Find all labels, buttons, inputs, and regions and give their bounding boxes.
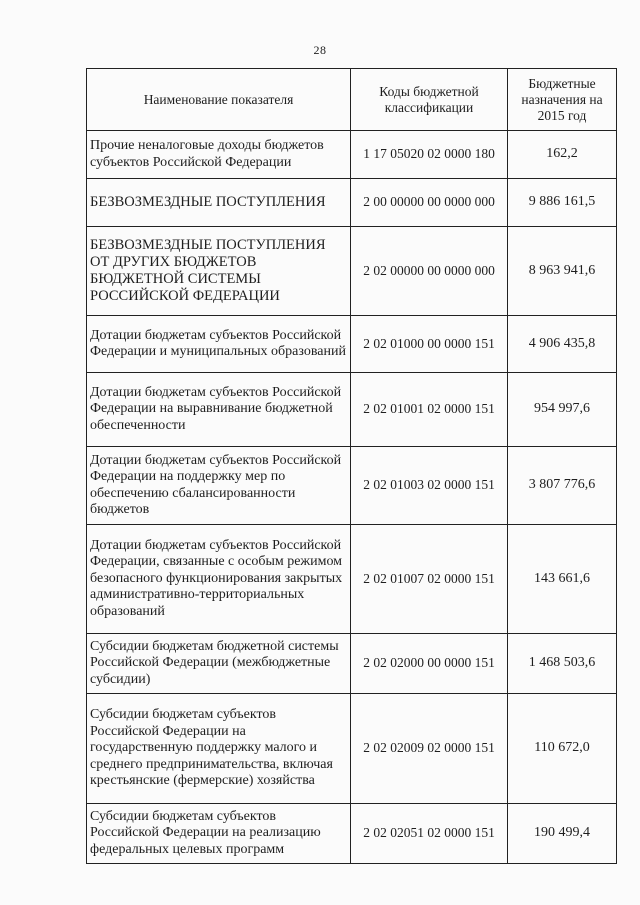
table-row [87, 694, 617, 804]
row-name: Субсидии бюджетам бюджетной системы Российской Федерации (межбюджетные субсидии) [87, 634, 351, 694]
row-code: 2 00 00000 00 0000 000 [351, 179, 508, 227]
row-name: БЕЗВОЗМЕЗДНЫЕ ПОСТУПЛЕНИЯ ОТ ДРУГИХ БЮДЖЕТОВ БЮДЖЕТНОЙ СИСТЕМЫ РОССИЙСКОЙ ФЕДЕРАЦИИ [87, 227, 351, 316]
header-name: Наименование показателя [87, 69, 351, 131]
table-row [87, 634, 617, 694]
row-name: Дотации бюджетам субъектов Российской Федерации на выравнивание бюджетной обеспеченности [87, 373, 351, 447]
row-value: 1 468 503,6 [508, 634, 617, 694]
row-value: 3 807 776,6 [508, 447, 617, 525]
row-code: 2 02 01001 02 0000 151 [351, 373, 508, 447]
row-code: 2 02 00000 00 0000 000 [351, 227, 508, 316]
row-name: Прочие неналоговые доходы бюджетов субъектов Российской Федерации [87, 131, 351, 179]
row-name: Дотации бюджетам субъектов Российской Федерации и муниципальных образований [87, 316, 351, 373]
table-row [87, 447, 617, 525]
row-value: 162,2 [508, 131, 617, 179]
table-row [87, 131, 617, 179]
row-code: 2 02 01007 02 0000 151 [351, 525, 508, 634]
row-value: 954 997,6 [508, 373, 617, 447]
page-number: 28 [313, 43, 327, 57]
row-name: Дотации бюджетам субъектов Российской Федерации на поддержку мер по обеспечению сбалансированности бюджетов [87, 447, 351, 525]
row-code: 2 02 02051 02 0000 151 [351, 804, 508, 864]
table-row [87, 316, 617, 373]
table-row [87, 525, 617, 634]
table-row [87, 227, 617, 316]
table-row [87, 179, 617, 227]
row-value: 190 499,4 [508, 804, 617, 864]
budget-table [86, 68, 617, 864]
row-value: 143 661,6 [508, 525, 617, 634]
row-name: Дотации бюджетам субъектов Российской Федерации, связанные с особым режимом безопасного функционирования закрытых административно-территориальных образований [87, 525, 351, 634]
header-value: Бюджетные назначения на 2015 год [508, 69, 617, 131]
row-name: Субсидии бюджетам субъектов Российской Федерации на государственную поддержку малого и среднего предпринимательства, включая крестьянские (фермерские) хозяйства [87, 694, 351, 804]
table-row [87, 804, 617, 864]
row-value: 110 672,0 [508, 694, 617, 804]
row-code: 2 02 01000 00 0000 151 [351, 316, 508, 373]
row-name: БЕЗВОЗМЕЗДНЫЕ ПОСТУПЛЕНИЯ [87, 179, 351, 227]
row-code: 2 02 02000 00 0000 151 [351, 634, 508, 694]
table-header-row [87, 69, 617, 131]
row-code: 2 02 01003 02 0000 151 [351, 447, 508, 525]
row-name: Субсидии бюджетам субъектов Российской Федерации на реализацию федеральных целевых программ [87, 804, 351, 864]
table-row [87, 373, 617, 447]
header-code: Коды бюджетной классификации [351, 69, 508, 131]
row-value: 9 886 161,5 [508, 179, 617, 227]
row-value: 8 963 941,6 [508, 227, 617, 316]
row-code: 2 02 02009 02 0000 151 [351, 694, 508, 804]
row-value: 4 906 435,8 [508, 316, 617, 373]
row-code: 1 17 05020 02 0000 180 [351, 131, 508, 179]
